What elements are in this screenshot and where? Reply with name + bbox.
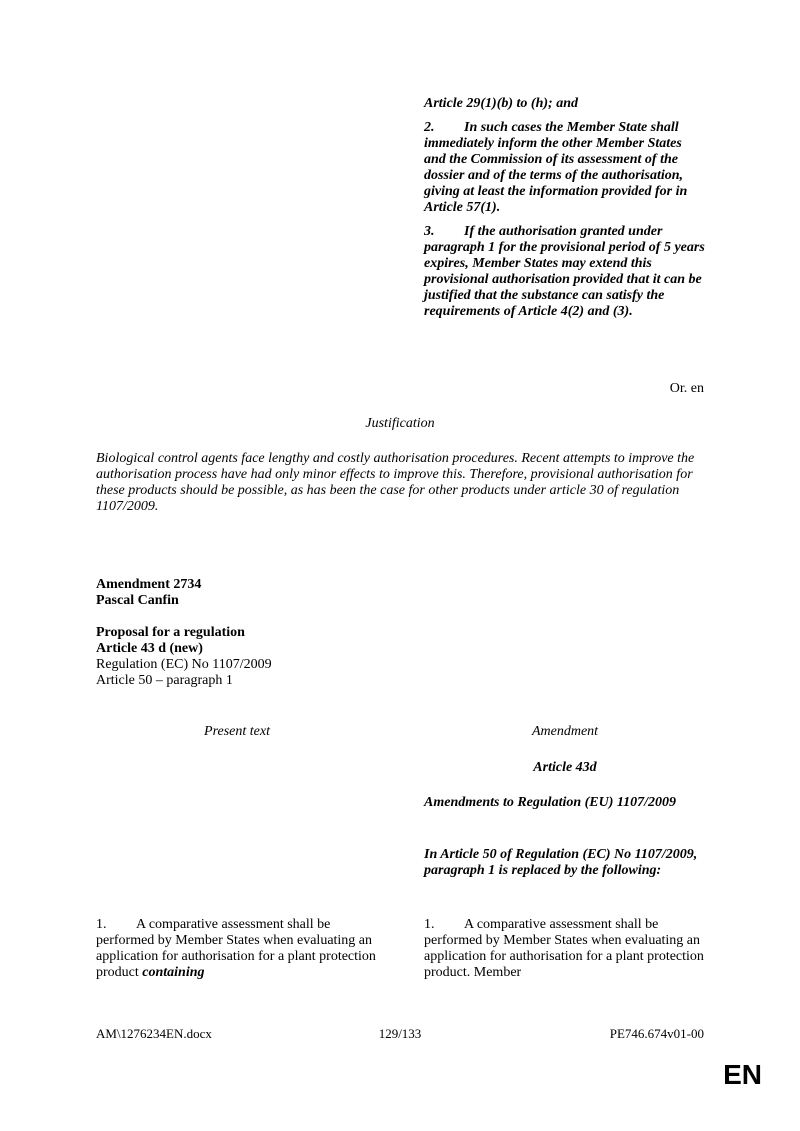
amendment-paragraph (424, 917, 706, 981)
footer-document-name: AM\1276234EN.docx (96, 1026, 212, 1041)
paragraph-2 (424, 120, 706, 216)
amendment-author: Pascal Canfin (96, 593, 179, 608)
justification-heading: Justification (365, 416, 435, 431)
amendment-number: Amendment 2734 (96, 577, 202, 592)
new-article-title: Article 43d (533, 760, 597, 775)
amendment-body: A comparative assessment shall be performed by Member States when evaluating an application for authorisation for a plant protection product. Member (424, 917, 704, 980)
footer-reference: PE746.674v01-00 (609, 1026, 704, 1041)
regulation-reference: Regulation (EC) No 1107/2009 (96, 657, 272, 672)
paragraph-2-number: 2. (424, 120, 435, 135)
present-text-number: 1. (96, 917, 107, 932)
justification-text: Biological control agents face lengthy and costly authorisation procedures. Recent attempts to improve the authorisation process have had only minor effects to improve this. Therefore, provisional authorisation for these products should be possible, as has been the case for other products under article 30 of regulation 1107/2009. (96, 451, 695, 514)
proposal-title: Proposal for a regulation (96, 625, 245, 640)
original-language: Or. en (669, 381, 704, 396)
article-reference: Article 43 d (new) (96, 641, 203, 656)
present-text-paragraph (96, 917, 378, 981)
paragraph-3-text: If the authorisation granted under paragraph 1 for the provisional period of 5 years expires, Member States may extend this provisional authorisation provided that it can be justified that the substance can satisfy the requirements of Article 4(2) and (3). (424, 224, 705, 319)
amendment-number-label: 1. (424, 917, 435, 932)
present-text-body: A comparative assessment shall be performed by Member States when evaluating an application for authorisation for a plant protection product (96, 917, 376, 980)
amendment-column-header: Amendment (531, 724, 599, 739)
present-text-header: Present text (204, 724, 270, 739)
amendment-header (96, 577, 496, 689)
replacement-instruction: In Article 50 of Regulation (EC) No 1107/2009, paragraph 1 is replaced by the following: (424, 847, 698, 878)
paragraph-3-number: 3. (424, 224, 435, 239)
paragraph-reference: Article 50 – paragraph 1 (96, 673, 233, 688)
language-code: EN (723, 1059, 762, 1090)
continuation-line: Article 29(1)(b) to (h); and (424, 96, 578, 111)
present-text-emphasis: containing (142, 965, 205, 980)
continuation-block (424, 96, 706, 320)
footer-page-number: 129/133 (378, 1026, 422, 1041)
amendments-to-regulation: Amendments to Regulation (EU) 1107/2009 (424, 795, 677, 810)
paragraph-2-text: In such cases the Member State shall immediately inform the other Member States and the Commission of its assessment of the dossier and of the terms of the authorisation, giving at least the information provided for in Article 57(1). (424, 120, 688, 215)
paragraph-3 (424, 224, 706, 320)
